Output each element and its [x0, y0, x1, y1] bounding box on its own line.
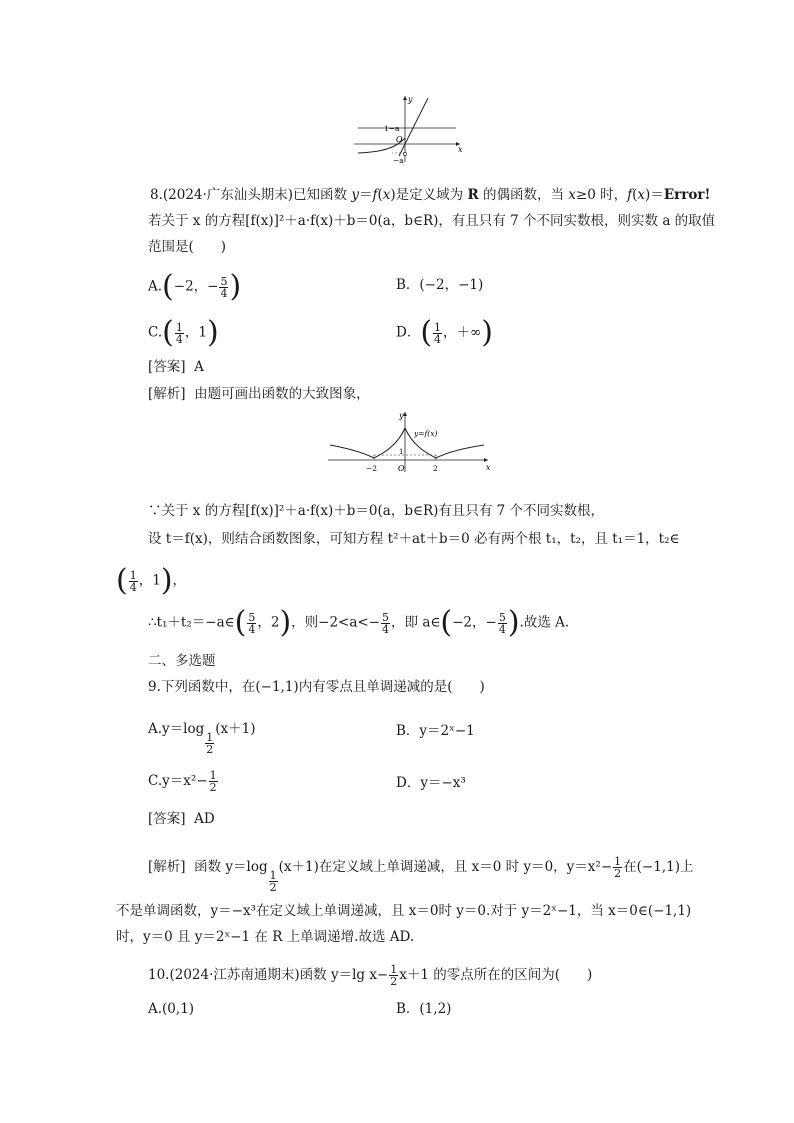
denominator: 4 [248, 622, 256, 636]
explanation-text: 在(−1,1)上 [623, 859, 694, 875]
q9-answer [148, 810, 215, 828]
q8-var: f [627, 187, 633, 203]
paren-left: ( [162, 269, 174, 304]
option-text: (x＋1) [215, 721, 256, 737]
fig2-tick-1: 1 [399, 448, 404, 456]
answer-label: [答案] [148, 811, 186, 827]
fig1-line-right [399, 98, 428, 156]
denominator: 2 [390, 975, 398, 988]
fraction [219, 276, 228, 299]
q10-option-b: B．(1,2) [396, 1001, 452, 1017]
numerator: 5 [498, 610, 506, 624]
fraction [381, 612, 390, 635]
q10-option-a: A.(0,1) [148, 1001, 195, 1017]
denominator: 4 [129, 580, 137, 594]
q8-stem-line2: 若关于 x 的方程[f(x)]²＋a·f(x)＋b＝0(a，b∈R)，有且只有 7 个不同实数根，则实数 a 的取值 [148, 213, 716, 229]
explanation-text: −2，− [452, 614, 497, 631]
explanation-text: ，即 a∈ [391, 614, 441, 631]
q8-var: f [372, 187, 378, 203]
q8-explanation-3: 设 t＝f(x)，则结合函数图象，可知方程 t²＋at＋b＝0 必有两个根 t₁，t₂，且 t₁＝1，t₂∈ [148, 531, 680, 547]
explanation-text: .故选 A. [519, 614, 570, 631]
fraction [247, 612, 256, 635]
answer-label: [答案] [148, 359, 186, 375]
q8-stem-line1 [150, 186, 710, 204]
fig2-tick-2: 2 [433, 464, 438, 473]
numerator: 5 [382, 610, 390, 624]
explanation-text: ，则−2<a<− [291, 614, 381, 631]
explanation-text: ， [172, 572, 187, 589]
numerator: 5 [220, 274, 228, 288]
denominator: 2 [206, 743, 214, 756]
q8-option-d [396, 315, 494, 350]
fig2-curve [330, 428, 484, 458]
q8-answer [148, 358, 204, 376]
option-text: ，＋∞ [443, 324, 482, 341]
figure-1 [352, 92, 468, 164]
q9-option-d: D．y＝−x³ [396, 775, 466, 791]
numerator: 5 [248, 610, 256, 624]
q8-option-c [148, 315, 219, 350]
q8-text: ( [377, 187, 383, 203]
q8-var: x [382, 187, 391, 203]
numerator: 1 [614, 855, 622, 868]
fraction [389, 964, 398, 987]
explanation-text: ，1 [138, 572, 161, 589]
q8-text: ( [632, 187, 638, 203]
fraction [175, 322, 184, 345]
explanation-text: ，2 [257, 614, 280, 631]
q8-explanation-4 [116, 563, 187, 598]
fig2-x-label: x [486, 463, 491, 472]
fig2-y-label: y [399, 411, 404, 420]
q9-option-b: B．y＝2ˣ−1 [396, 723, 475, 739]
fig1-label-minus-a: −a [393, 156, 404, 164]
explanation-text: 函数 y＝log [194, 859, 268, 875]
q8-stem-line3: 范围是( ) [148, 239, 227, 255]
q8-set-r: R [467, 187, 479, 203]
q8-var: x [637, 187, 646, 203]
q8-error-text: Error! [663, 187, 711, 203]
option-text: A.y＝log [148, 721, 205, 737]
paren-left: ( [162, 315, 174, 350]
fig1-y-arrow [403, 96, 407, 100]
q9-explanation-3: 时，y＝0 且 y＝2ˣ−1 在 R 上单调递增.故选 AD. [116, 929, 415, 945]
paren-left: ( [116, 563, 128, 598]
fig2-function-label: y=f(x) [414, 429, 438, 438]
denominator: 2 [209, 781, 217, 794]
section-heading: 二、多选题 [148, 653, 216, 669]
fig1-y-label: y [408, 95, 413, 104]
q9-option-c [148, 770, 219, 793]
q10-stem [148, 964, 592, 987]
log-base-fraction [205, 732, 214, 755]
paren-left: ( [420, 315, 433, 350]
paren-left: ( [234, 605, 247, 640]
paren-right: ) [279, 605, 292, 640]
answer-value: A [194, 359, 204, 375]
q8-text: )＝ [645, 187, 664, 203]
q9-explanation-2: 不是单调函数，y＝−x³在定义域上单调递减，且 x＝0时 y＝0.对于 y＝2ˣ−1，当 x＝0∈(−1,1) [116, 903, 692, 919]
option-text: C.y＝x²− [148, 773, 208, 789]
q8-option-a [148, 269, 242, 304]
denominator: 4 [220, 286, 228, 300]
option-text: ，1 [184, 324, 207, 341]
paren-left: ( [440, 605, 453, 640]
paren-right: ) [229, 269, 242, 304]
denominator: 4 [498, 622, 506, 636]
q8-text: 的偶函数，当 [478, 187, 569, 203]
q8-explanation-1 [148, 385, 370, 403]
q9-stem: 9.下列函数中，在(−1,1)内有零点且单调递减的是( ) [148, 679, 485, 695]
q8-option-b: B．(−2，−1) [396, 277, 484, 293]
fraction [433, 322, 442, 345]
numerator: 1 [434, 320, 442, 334]
denominator: 2 [614, 867, 622, 880]
q8-var: x [568, 187, 576, 203]
paren-right: ) [507, 605, 520, 640]
denominator: 2 [269, 881, 277, 894]
fraction [129, 570, 138, 593]
q9-explanation-1 [148, 856, 693, 893]
q8-explanation-5 [148, 605, 570, 640]
q8-text: ≥0 时， [575, 187, 628, 203]
fig1-label-1-minus-a: 1−a [384, 124, 400, 133]
explanation-label: [解析] [148, 859, 186, 875]
option-text: −2，− [173, 278, 219, 295]
numerator: 1 [129, 568, 137, 582]
q8-var: y [351, 187, 359, 203]
fraction [613, 856, 622, 879]
numerator: 1 [175, 320, 183, 334]
denominator: 4 [175, 332, 183, 346]
q8-text: )是定义域为 [390, 187, 468, 203]
explanation-text: ∴t₁＋t₂＝−a∈ [148, 614, 235, 631]
fig1-x-label: x [458, 145, 463, 154]
question-text: x＋1 的零点所在的区间为( ) [399, 967, 593, 983]
numerator: 1 [206, 731, 214, 744]
explanation-text: (x＋1)在定义域上单调递减，且 x＝0 时 y＝0，y＝x²− [278, 859, 613, 875]
explanation-label: [解析] [148, 386, 186, 402]
fig2-tick-minus-2: −2 [366, 464, 378, 473]
log-base-fraction [269, 870, 278, 893]
fig2-y-arrow [403, 412, 407, 416]
q8-explanation-2: ∵关于 x 的方程[f(x)]²＋a·f(x)＋b＝0(a，b∈R)有且只有 7 个不同实数根， [148, 503, 605, 519]
q8-text: ＝ [359, 187, 373, 203]
explanation-text: 由题可画出函数的大致图象， [194, 386, 370, 402]
option-label: C. [148, 324, 163, 341]
option-label: A. [148, 278, 163, 295]
fig1-open-point [403, 152, 406, 155]
paren-right: ) [160, 563, 173, 598]
paren-right: ) [206, 315, 219, 350]
numerator: 1 [390, 963, 398, 976]
q9-option-a [148, 720, 256, 755]
fraction [209, 770, 218, 793]
question-text: 10.(2024·江苏南通期末)函数 y＝lg x− [148, 967, 389, 983]
fig1-origin: O [396, 135, 403, 144]
denominator: 4 [434, 332, 442, 346]
numerator: 1 [209, 769, 217, 782]
fraction [498, 612, 507, 635]
answer-value: AD [194, 811, 215, 827]
q8-text: 8.(2024·广东汕头期末)已知函数 [150, 187, 352, 203]
fig2-x-arrow [484, 458, 488, 462]
option-label: D． [396, 324, 421, 341]
figure-2 [326, 408, 498, 480]
numerator: 1 [269, 869, 277, 882]
denominator: 4 [382, 622, 390, 636]
fig2-origin: O [398, 464, 405, 473]
paren-right: ) [481, 315, 494, 350]
